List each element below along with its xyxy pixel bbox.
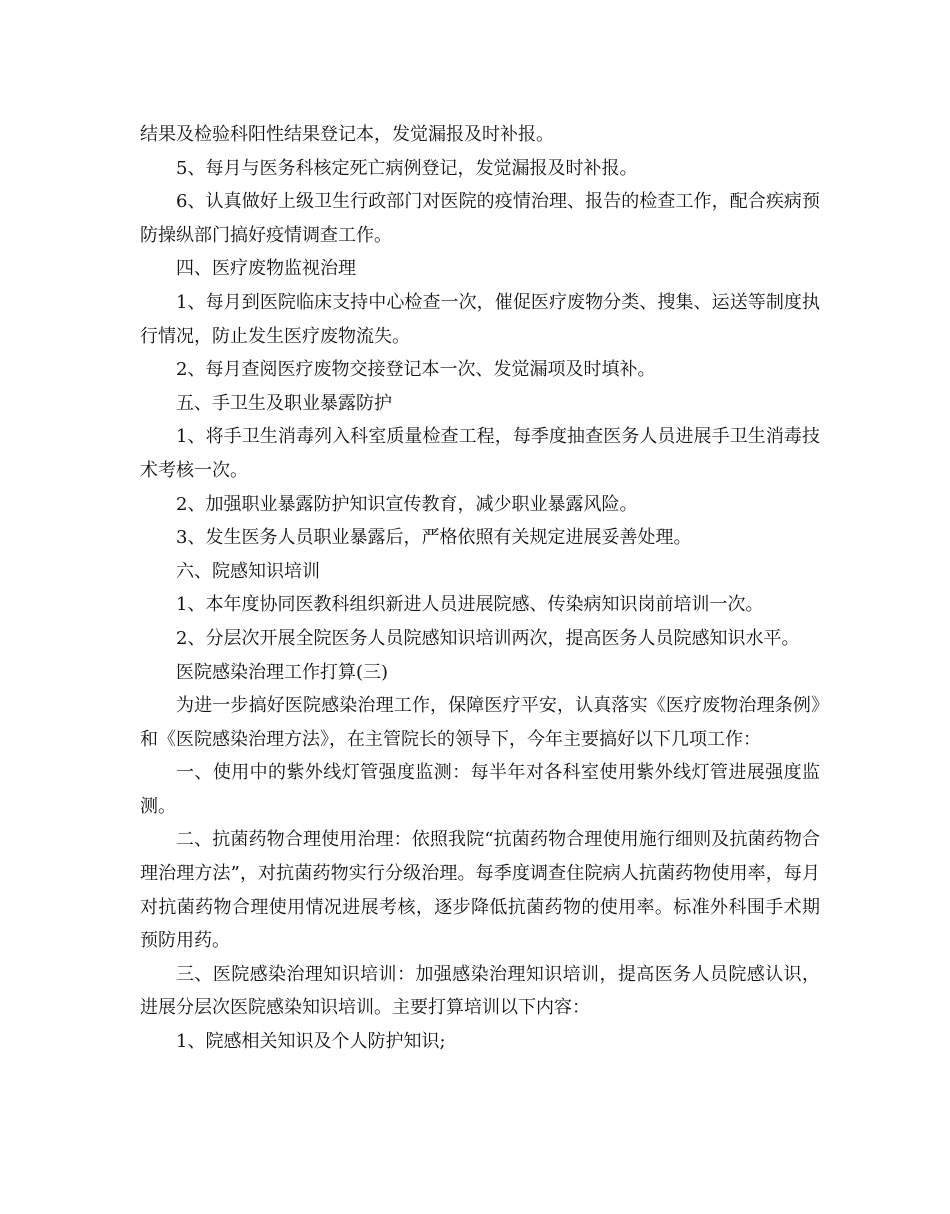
document-body — [140, 118, 820, 1059]
paragraph: 5、每月与医务科核定死亡病例登记，发觉漏报及时补报。 — [176, 157, 638, 179]
paragraph: 为进一步搞好医院感染治理工作，保障医疗平安，认真落实《医疗废物治理条例》和《医院感染治理方法》，在主管院长的领导下，今年主要搞好以下几项工作： — [140, 695, 820, 750]
paragraph: 结果及检验科阳性结果登记本，发觉漏报及时补报。 — [140, 124, 554, 145]
paragraph: 2、加强职业暴露防护知识宣传教育，减少职业暴露风险。 — [176, 493, 638, 515]
paragraph: 6、认真做好上级卫生行政部门对医院的疫情治理、报告的检查工作，配合疾病预防操纵部门搞好疫情调查工作。 — [140, 191, 820, 246]
section-heading: 四、医疗废物监视治理 — [176, 258, 356, 280]
paragraph: 1、院感相关知识及个人防护知识; — [176, 1031, 446, 1053]
paragraph: 三、医院感染治理知识培训：加强感染治理知识培训，提高医务人员院感认识，进展分层次医院感染知识培训。主要打算培训以下内容： — [140, 963, 820, 1019]
paragraph: 一、使用中的紫外线灯管强度监测：每半年对各科室使用紫外线灯管进展强度监测。 — [140, 762, 820, 817]
paragraph: 3、发生医务人员职业暴露后，严格依照有关规定进展妥善处理。 — [176, 527, 692, 549]
section-heading: 五、手卫生及职业暴露防护 — [176, 392, 392, 414]
section-heading: 六、院感知识培训 — [176, 560, 320, 582]
paragraph: 1、每月到医院临床支持中心检查一次，催促医疗废物分类、搜集、运送等制度执行情况，防止发生医疗废物流失。 — [140, 291, 820, 347]
paragraph: 1、将手卫生消毒列入科室质量检查工程，每季度抽查医务人员进展手卫生消毒技术考核一次。 — [140, 426, 820, 481]
paragraph: 二、抗菌药物合理使用治理：依照我院“抗菌药物合理使用施行细则及抗菌药物合理治理方法”，对抗菌药物实行分级治理。每季度调查住院病人抗菌药物使用率，每月对抗菌药物合理使用情况进展考核，逐步降低抗菌药物的使用率。标准外科围手术期预防用药。 — [140, 829, 820, 952]
paragraph: 1、本年度协同医教科组织新进人员进展院感、传染病知识岗前培训一次。 — [176, 594, 764, 616]
paragraph: 2、每月查阅医疗废物交接登记本一次、发觉漏项及时填补。 — [176, 359, 656, 381]
document-title: 医院感染治理工作打算(三) — [176, 661, 389, 683]
paragraph: 2、分层次开展全院医务人员院感知识培训两次，提高医务人员院感知识水平。 — [176, 627, 800, 649]
